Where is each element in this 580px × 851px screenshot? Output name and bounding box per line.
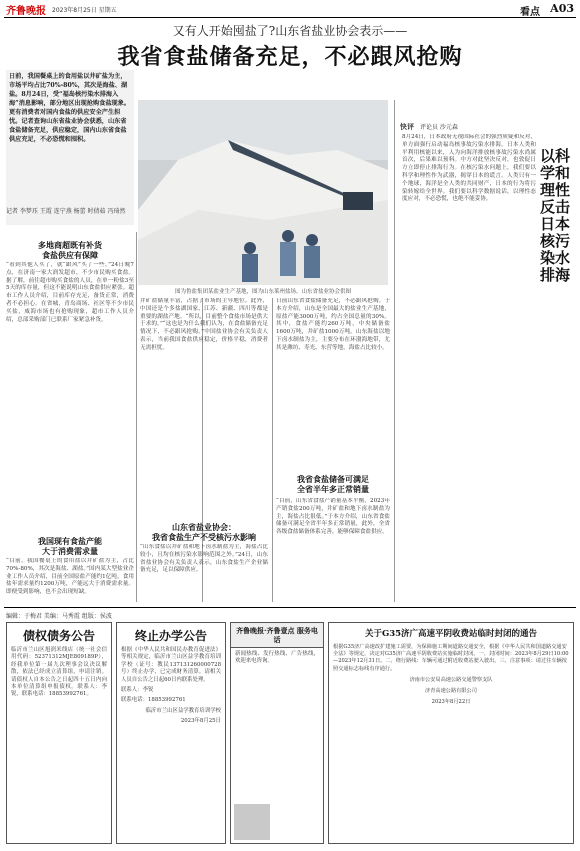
ad-school-contact1: 联系人：李锐 [121,687,154,694]
commentary-text: 8月24日，日本政府无视国际社会的强烈质疑和反对，单方面强行启动福岛核事故污染水排海。日本人类和平利用核能以来，人为向海洋排放核事故污染水尚属首次，后果难以预料。中方对此坚决反对，也敦促日方立即停止排海行为。在核污染水问题上，我们要以科学和理性作为武器，揭穿日本的谎言。人类只有一个地球，海洋是全人类的共同财产，日本的行为将污染转嫁给全世界。我们要以科学数据说话，以理性态度应对，不必恐慌，也绝不能妥协。 [402,134,536,203]
ad-school-footer: 临沂市兰山区益学教育培训学校 [145,707,221,714]
column-text-3: 井矿盐储量丰富，占据了市场的主导地位。此外，中国还是个多盐湖国家，江苏、新疆、四川等都是重要的湖盐产地。“所以，目前整个食盐市场是供大于求的，”“这也是为什么我们认为，在食盐储备充足情况下，不必跟风抢购。”中国盐业协会有关负责人表示，当前我国食盐供应稳定，价格平稳，消费者无需担忧。 [140,298,268,351]
commentary-author: 评论员 沙元森 [420,124,458,131]
column-divider [394,100,395,602]
subhead-capacity: 我国现有食盐产能 大于消费需求量 [38,536,102,556]
ad-debt-title: 债权债务公告 [22,629,95,643]
column-text-4b: “目前，山东省食盐产销量基本平衡，2023年产销食盐200万吨，井矿盐和地下卤水制盐为主，海盐占比很低。”于本方介绍，山东省食盐储备可满足全省半年多正常销量，此外，全省各级食盐储备体系完善，能够保障食盐供应。 [276,498,390,536]
subhead-supply: 多地商超既有补货 食盐供应有保障 [38,240,102,260]
ad-service [230,622,324,844]
page-header [4,2,576,18]
subhead-reserve: 我省食盐储备可满足 全省半年多正常销量 [297,474,369,494]
ad-service-title: 齐鲁晚报·齐鲁壹点 服务电话 [231,623,323,648]
ad-debt-body: 临沂市兰山区旭润米线店（统一社会信用代码：52371312MJE809189P），经我单位第一届九次理事会议决议解散，依法已经成立清算组，申请注销。请债权人自本公告之日起四十五日内向本单位清算组申报债权。联系人：李锐，联系电话：18853992761。 [11,647,107,698]
notice-title: 关于G35济广高速平阴收费站临时封闭的通告 [364,629,538,639]
section-name: 看点 [520,7,540,18]
ad-school-closure [116,622,226,844]
column-text-3b: “山东食盐以井矿盐和地下卤水制盐为主，海盐占比较小，且均在核污染水影响范围之外。”24日，山东省盐业协会有关负责人表示，山东食盐生产企业储备充足，足以保障供应。 [140,544,268,574]
ad-service-image [234,804,270,840]
ad-school-title: 终止办学公告 [134,629,207,643]
ad-debt-notice [6,622,112,844]
headline: 我省食盐储备充足，不必跟风抢购 [117,44,463,70]
commentary-title: 以科学和理性 反击日本核污染水排海 [540,147,571,284]
ad-highway-notice [328,622,574,844]
header-date: 2023年8月25日 星期五 [52,7,117,14]
lead-paragraph: 日前，我国餐桌上的食用盐以井矿盐为主，市场平均占比70%-80%，其次是海盐、湖盐。8月24日，受“福岛核污染水排海入海”消息影响，部分地区出现抢购食盐现象。更有消费者对国内食盐的供应安全产生担忧。记者查询山东省盐业协会获悉，山东省食盐储备充足，供应稳定，国内山东省食盐供应充足，不必恐慌和囤积。 [6,70,134,225]
notice-footer2: 济青高速公路有限公司 [425,688,477,695]
photo-caption: 图为鲁盐集团某盐业生产基地，图为山东莱州盐场。山东省盐业协会供图 [174,289,351,295]
column-text-4: 日前山东省食盐储备充足，不必跟风抢购。于本方介绍，山东是全国最大的盐业生产基地，原盐产能3000万吨，约占全国总量的30%。其中，食盐产能约260万吨，中央储备盐1600万吨，井矿盐1000万吨。山东海盐以地下卤水制盐为主，主要分布在环渤海地带，尤其是潍坊、寿光、东营等地，海盐占比较小。 [276,298,390,351]
ad-service-body: 新闻热线、发行热线、广告热线，欢迎来电咨询。 [235,651,319,665]
commentary-tag: 快评 [400,122,414,131]
masthead: 齐鲁晚报 [6,6,46,17]
notice-body: 根据G35济广高速改扩建施工需要，为保障施工期间道路交通安全，根据《中华人民共和国道路交通安全法》等规定，决定对G35济广高速平阴收费站实施临时封闭。一、封闭时间：2023年8月29日10:00—2023年12月31日。二、绕行路线：车辆可通过附近收费站驶入驶出。三、注意事项：请过往车辆按照交通标志标线有序通行。 [333,644,569,672]
kicker: 又有人开始囤盐了?山东省盐业协会表示—— [172,24,408,38]
ad-school-body: 根据《中华人民共和国民办教育促进法》等相关规定，临沂市兰山区益学教育培训学校（证号：教民137131260000728号）终止办学，已完成财务清算。请相关人员自公告之日起60日内联系处理。 [121,647,221,683]
ad-school-contact2: 联系电话：18853992761 [121,697,186,704]
section-rule [4,607,576,608]
column-divider [272,298,273,602]
notice-footer1: 济南市公安局高速公路交通警察支队 [409,676,493,683]
page-number: A03 [550,2,574,15]
column-text-2: “目前，我国餐桌上的食用盐以井矿盐为主，占比70%-80%，其次是海盐、湖盐。”国内某大型盐业企业工作人员介绍，目前全国原盐产能约1亿吨，食用盐年需求量约1200万吨，产能远大于消费需求量。即便受到影响，也不会出现短缺。 [6,558,134,596]
notice-date: 2023年8月22日 [431,699,471,706]
ad-school-date: 2023年8月25日 [180,718,221,725]
subhead-association: 山东省盐业协会： 我省食盐生产不受核污水影响 [152,522,256,542]
column-divider [136,232,137,602]
column-text-1: “看到其他人买了，就“跟风”买了一些。”24日晚7点，在济南一家大润发超市，不少市民购买食盐。据了解，前往超市购买食盐的人员，在单一粉盐3至5天的库存量，但这不能说明山东食盐供应紧张。超市工作人员介绍，目前库存充足，备货正常，消费者不必担心。在省城，青岛商场、社区等不少市民买盐，威海市场也有抢购现象，超市工作人员介绍，总部采购部门已联系厂家紧急补货。 [6,262,134,323]
byline: 记者 李梦珏 王霞 连宁燕 杨蕾 时倩茹 冯琦然 [6,208,126,215]
salt-pile-photo [138,100,388,285]
editor-credits: 编辑：于梅君 美编：马秀霞 组版：侯波 [6,613,112,620]
